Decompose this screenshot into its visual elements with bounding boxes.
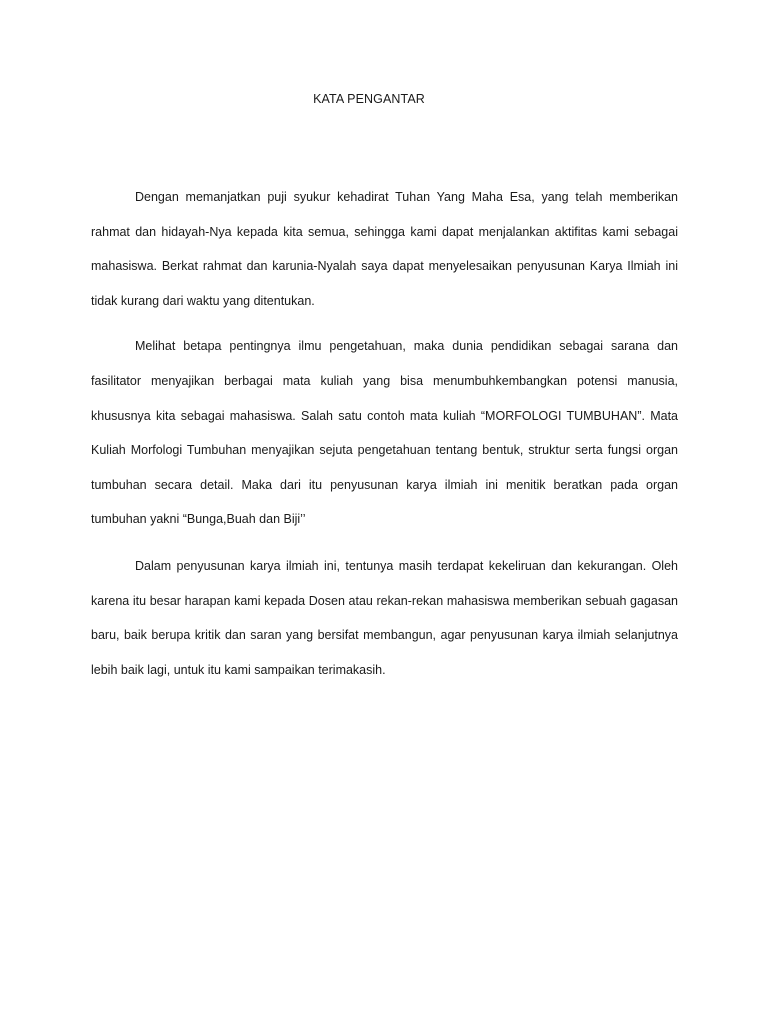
document-title: KATA PENGANTAR — [313, 92, 425, 106]
paragraph-1: Dengan memanjatkan puji syukur kehadirat Tuhan Yang Maha Esa, yang telah memberikan rahmat dan hidayah-Nya kepada kita semua, sehingga kami dapat menjalankan aktifitas kami sebagai mahasiswa. Berkat rahmat dan karunia-Nyalah saya dapat menyelesaikan penyusunan Karya Ilmiah ini tidak kurang dari waktu yang ditentukan. — [91, 190, 678, 308]
paragraph-3: Dalam penyusunan karya ilmiah ini, tentunya masih terdapat kekeliruan dan kekurangan. Oleh karena itu besar harapan kami kepada Dosen atau rekan-rekan mahasiswa memberikan sebuah gagasan baru, baik berupa kritik dan saran yang bersifat membangun, agar penyusunan karya ilmiah selanjutnya lebih baik lagi, untuk itu kami sampaikan terimakasih. — [91, 558, 678, 677]
paragraph-2: Melihat betapa pentingnya ilmu pengetahuan, maka dunia pendidikan sebagai sarana dan fasilitator menyajikan berbagai mata kuliah yang bisa menumbuhkembangkan potensi manusia, khususnya kita sebagai mahasiswa. Salah satu contoh mata kuliah “MORFOLOGI TUMBUHAN”. Mata Kuliah Morfologi Tumbuhan menyajikan sejuta pengetahuan tentang bentuk, struktur serta fungsi organ tumbuhan secara detail. Maka dari itu penyusunan karya ilmiah ini menitik beratkan pada organ tumbuhan yakni “Bunga,Buah dan Biji’’ — [91, 339, 678, 527]
document-body — [91, 180, 678, 687]
